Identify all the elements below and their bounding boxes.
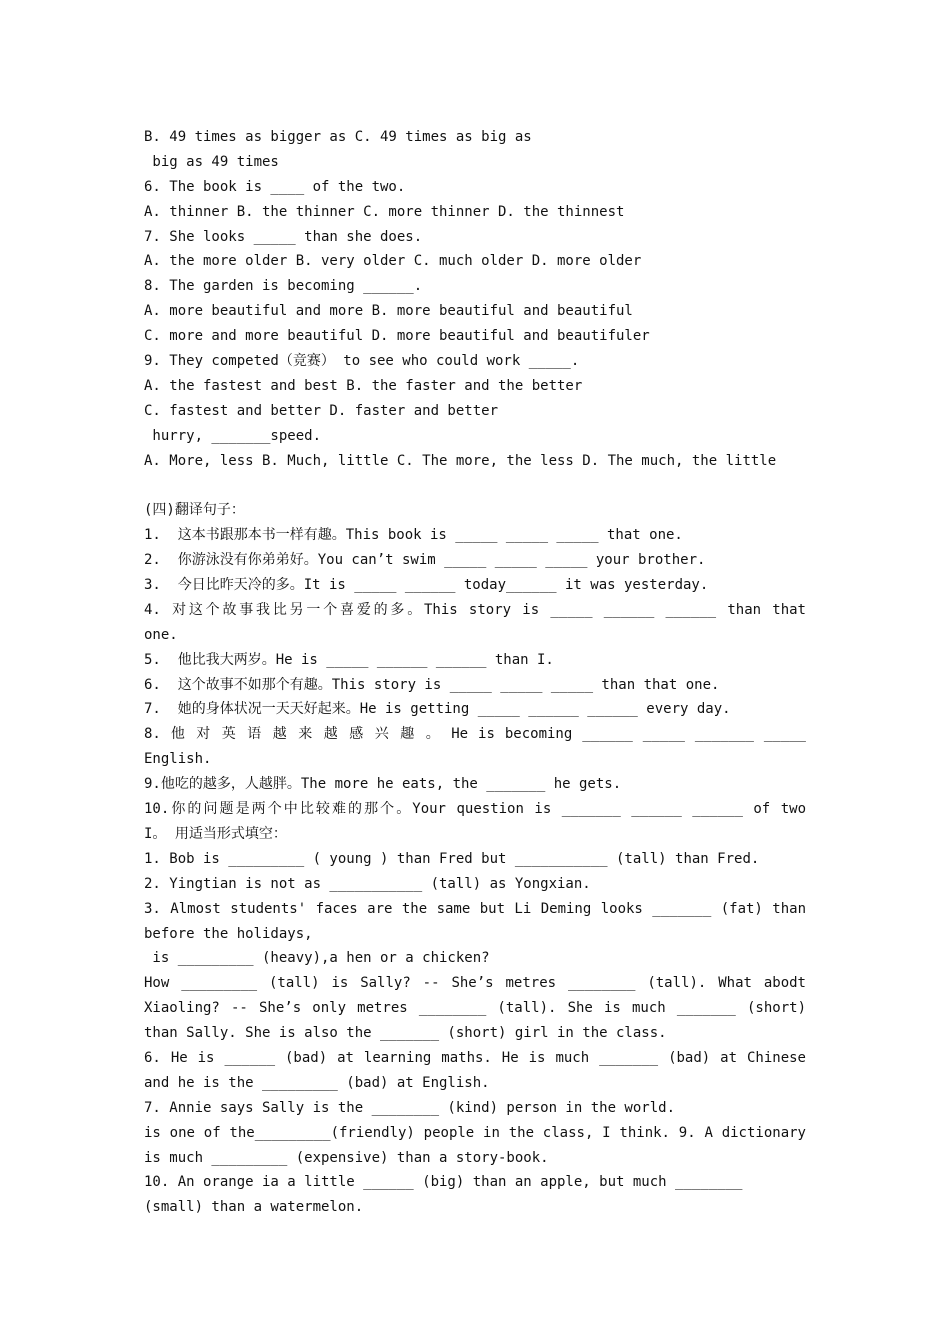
worksheet-text — [144, 125, 806, 1220]
text-line: is much _________ (expensive) than a story-book. — [144, 1149, 549, 1166]
text-line: Xiaoling? -- She’s only metres ________ (tall). She is much _______ (short) — [144, 1000, 806, 1017]
text-line: A. thinner B. the thinner C. more thinner D. the thinnest — [144, 203, 625, 220]
text-line: 1. 这本书跟那本书一样有趣。This book is _____ _____ _____ that one. — [144, 527, 683, 544]
text-line: 6. The book is ____ of the two. — [144, 178, 406, 195]
text-line: before the holidays, — [144, 925, 313, 942]
text-line: C. more and more beautiful D. more beautiful and beautifuler — [144, 328, 650, 345]
text-line: 2. Yingtian is not as ___________ (tall) as Yongxian. — [144, 875, 591, 892]
text-line: 6. 这个故事不如那个有趣。This story is _____ _____ _____ than that one. — [144, 676, 720, 693]
text-line: 5. 他比我大两岁。He is _____ ______ ______ than I. — [144, 651, 554, 668]
text-line: 3. Almost students' faces are the same but Li Deming looks _______ (fat) than — [144, 900, 806, 917]
text-line: 8. 他 对 英 语 越 来 越 感 兴 趣 。 He is becoming ______ _____ _______ _____ — [144, 726, 806, 743]
text-line: is _________ (heavy),a hen or a chicken? — [144, 950, 490, 967]
text-line: 7. She looks _____ than she does. — [144, 228, 423, 245]
text-line: (small) than a watermelon. — [144, 1199, 364, 1216]
text-line: 9. They competed（竞赛） to see who could work _____. — [144, 353, 580, 370]
blank-line — [144, 473, 806, 498]
text-line: 3. 今日比昨天冷的多。It is _____ ______ today______ it was yesterday. — [144, 577, 709, 594]
text-line: B. 49 times as bigger as C. 49 times as big as — [144, 129, 532, 145]
text-line: A. more beautiful and more B. more beautiful and beautiful — [144, 303, 633, 320]
text-line: (四)翻译句子： — [144, 502, 245, 519]
text-line: How _________ (tall) is Sally? -- She’s metres ________ (tall). What abodt — [144, 975, 806, 992]
text-line: C. fastest and better D. faster and better — [144, 402, 499, 419]
text-line: 10. An orange ia a little ______ (big) than an apple, but much ________ — [144, 1174, 743, 1191]
text-line: A. More, less B. Much, little C. The more, the less D. The much, the little — [144, 452, 777, 469]
text-line: A. the fastest and best B. the faster and the better — [144, 377, 583, 394]
text-line: is one of the_________(friendly) people in the class, I think. 9. A dictionary — [144, 1124, 806, 1141]
text-line: 10.你的问题是两个中比较难的那个。Your question is _______ ______ ______ of two — [144, 801, 806, 818]
text-line: 8. The garden is becoming ______. — [144, 278, 423, 295]
text-line: 7. Annie says Sally is the ________ (kind) person in the world. — [144, 1099, 676, 1116]
text-line: one. — [144, 626, 178, 643]
text-line: than Sally. She is also the _______ (short) girl in the class. — [144, 1025, 667, 1042]
text-line: 1. Bob is _________ ( young ) than Fred but ___________ (tall) than Fred. — [144, 850, 760, 867]
text-line: 9.他吃的越多，人越胖。The more he eats, the _______ he gets. — [144, 776, 622, 793]
text-line: hurry, _______speed. — [144, 427, 322, 444]
text-line: I。 用适当形式填空： — [144, 825, 287, 842]
text-line: and he is the _________ (bad) at English. — [144, 1074, 490, 1091]
text-line: English. — [144, 751, 212, 768]
text-line: A. the more older B. very older C. much older D. more older — [144, 253, 642, 270]
text-line: big as 49 times — [144, 153, 279, 170]
text-line: 2. 你游泳没有你弟弟好。You can’t swim _____ _____ _____ your brother. — [144, 552, 706, 569]
text-line: 7. 她的身体状况一天天好起来。He is getting _____ ______ ______ every day. — [144, 701, 731, 718]
text-line: 4. 对这个故事我比另一个喜爱的多。This story is _____ ______ ______ than that — [144, 601, 806, 618]
text-line: 6. He is ______ (bad) at learning maths. He is much _______ (bad) at Chinese — [144, 1049, 806, 1066]
